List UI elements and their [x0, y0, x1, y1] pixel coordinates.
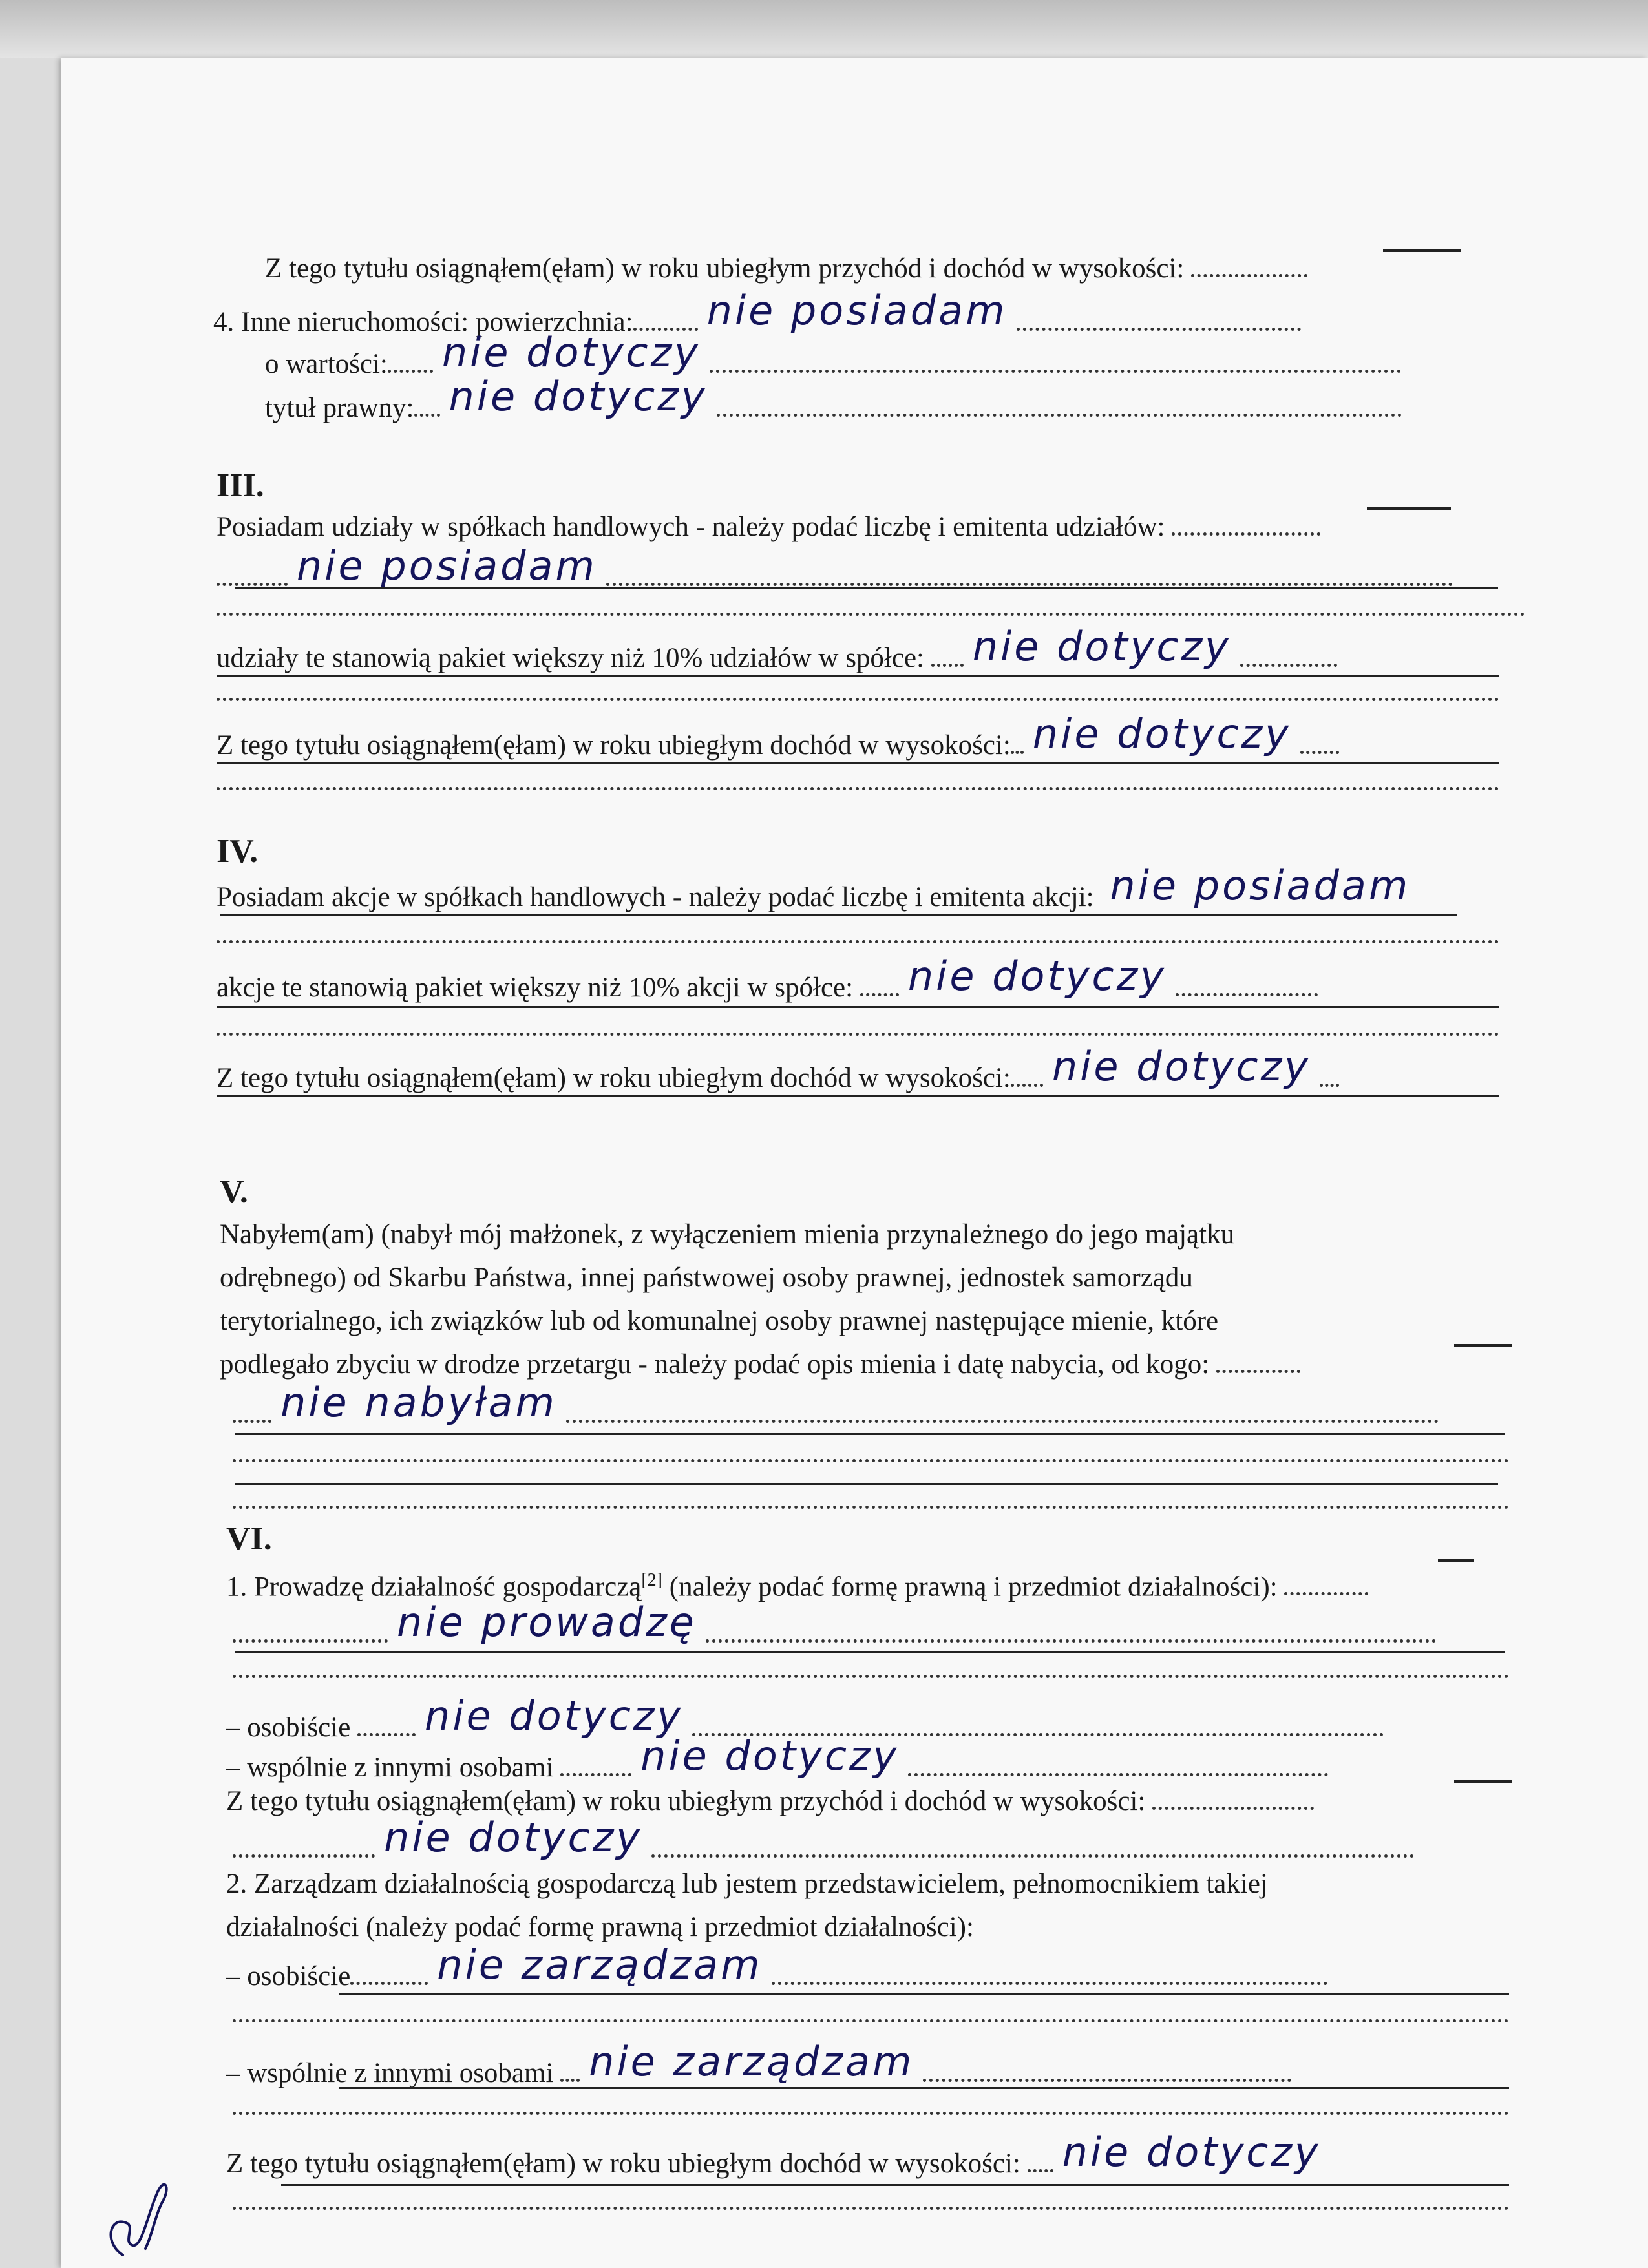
income4-row: Z tego tytułu osiągnąłem(ęłam) w roku ubiegłym dochód w wysokości: nie dotyczy — [217, 1056, 1339, 1095]
dotted-line — [233, 1675, 1509, 1678]
shares-value-row — [217, 542, 1453, 594]
footnote-ref: [2] — [641, 1570, 663, 1590]
income6a-row: Z tego tytułu osiągnąłem(ęłam) w roku ubiegłym przychód i dochód w wysokości: — [226, 1785, 1314, 1818]
income-line-top: Z tego tytułu osiągnąłem(ęłam) w roku ubiegłym przychód i dochód w wysokości: — [265, 252, 1307, 286]
package4-row: akcje te stanowią pakiet większy niż 10% akcji w spółce: nie dotyczy — [217, 966, 1318, 1005]
underline — [217, 1095, 1499, 1097]
section-5-heading: V. — [220, 1173, 248, 1210]
title-handwritten: nie dotyczy — [449, 373, 708, 420]
section5-line4: podlegało zbyciu w drodze przetargu - należy podać opis mienia i datę nabycia, od kogo: — [220, 1348, 1300, 1381]
dotted-line — [233, 2112, 1509, 2115]
section-6-heading: VI. — [226, 1520, 272, 1557]
section-3-heading: III. — [217, 467, 264, 504]
item4-row: 4. Inne nieruchomości: powierzchnia: nie posiadam — [213, 300, 1301, 339]
dotted-line — [217, 787, 1499, 790]
package3-row: udziały te stanowią pakiet większy niż 10% udziałów w spółce: nie dotyczy — [217, 636, 1337, 675]
dash-mark — [1454, 1344, 1512, 1347]
bleed-through — [565, 213, 575, 257]
section-4-heading: IV. — [217, 833, 259, 870]
dotted-line — [217, 1033, 1499, 1036]
income6a-handwritten: nie dotyczy — [384, 1814, 642, 1861]
package3-handwritten: nie dotyczy — [972, 623, 1231, 670]
dash-mark — [1367, 507, 1451, 510]
stocks-handwritten: nie posiadam — [1110, 862, 1411, 909]
joint-row: – wspólnie z innymi osobami nie dotyczy — [226, 1746, 1328, 1785]
shares-handwritten: nie posiadam — [297, 542, 597, 589]
item2-line1: 2. Zarządzam działalnością gospodarczą lub jestem przedstawicielem, pełnomocnikiem takiej — [226, 1869, 1268, 1899]
item1-row: 1. Prowadzę działalność gospodarczą[2] (należy podać formę prawną i przedmiot działalności): — [226, 1564, 1368, 1604]
income6a-value-row — [233, 1814, 1414, 1866]
section5-value-row — [233, 1379, 1439, 1431]
income6b-handwritten: nie dotyczy — [1062, 2128, 1321, 2176]
manage-joint-handwritten: nie zarządzam — [589, 2038, 914, 2085]
underline — [281, 2184, 1509, 2186]
item2-line2: działalności (należy podać formę prawną i przedmiot działalności): — [226, 1912, 974, 1942]
underline — [220, 914, 1457, 916]
dotted-line — [217, 698, 1499, 701]
package4-handwritten: nie dotyczy — [907, 952, 1167, 1000]
underline — [217, 762, 1499, 764]
underline — [217, 675, 1499, 677]
dotted-line — [233, 2019, 1509, 2022]
dotted-line — [217, 940, 1499, 943]
dash-mark — [1383, 249, 1461, 252]
value-row: o wartości: nie dotyczy — [265, 342, 1401, 381]
scan-edge — [0, 0, 1648, 58]
personal-row: – osobiście nie dotyczy — [226, 1706, 1384, 1745]
income4-handwritten: nie dotyczy — [1051, 1043, 1311, 1090]
underline — [235, 1483, 1498, 1485]
manage-personal-row: – osobiście nie zarządzam — [226, 1955, 1327, 1993]
manage-personal-handwritten: nie zarządzam — [437, 1941, 763, 1988]
section5-line2: odrębnego) od Skarbu Państwa, innej państwowej osoby prawnej, jednostek samorządu — [220, 1263, 1193, 1293]
section5-line3: terytorialnego, ich związków lub od komunalnej osoby prawnej następujące mienie, które — [220, 1306, 1219, 1336]
personal-handwritten: nie dotyczy — [425, 1692, 684, 1739]
underline — [235, 1433, 1505, 1435]
dotted-line — [233, 1459, 1509, 1462]
dotted-line — [233, 2207, 1509, 2210]
manage-joint-row: – wspólnie z innymi osobami nie zarządzam — [226, 2052, 1291, 2090]
value-handwritten: nie dotyczy — [441, 329, 701, 376]
section5-handwritten: nie nabyłam — [280, 1379, 557, 1426]
item1-handwritten: nie prowadzę — [397, 1599, 697, 1646]
dotted-line — [233, 1506, 1509, 1509]
joint-handwritten: nie dotyczy — [640, 1732, 900, 1780]
underline — [339, 2087, 1509, 2089]
stocks-row: Posiadam akcje w spółkach handlowych - należy podać liczbę i emitenta akcji: nie posiadam — [217, 876, 1419, 914]
dash-mark — [1438, 1559, 1474, 1562]
underline — [217, 1006, 1499, 1008]
section5-line1: Nabyłem(am) (nabył mój małżonek, z wyłączeniem mienia przynależnego do jego majątku — [220, 1219, 1235, 1250]
item1-value-row — [233, 1599, 1436, 1651]
signature-mark — [97, 2165, 181, 2262]
underline — [339, 1993, 1509, 1995]
income3-row: Z tego tytułu osiągnąłem(ęłam) w roku ubiegłym dochód w wysokości: nie dotyczy — [217, 724, 1339, 762]
title-row: tytuł prawny: nie dotyczy — [265, 386, 1402, 425]
underline — [235, 587, 1498, 589]
document-page — [61, 58, 1648, 2268]
shares-row: Posiadam udziały w spółkach handlowych - należy podać liczbę i emitenta udziałów: — [217, 510, 1320, 544]
underline — [235, 1651, 1505, 1653]
income3-handwritten: nie dotyczy — [1032, 710, 1291, 757]
dash-mark — [1454, 1780, 1512, 1783]
dotted-line — [217, 613, 1525, 616]
item4-handwritten: nie posiadam — [706, 287, 1008, 334]
income6b-row: Z tego tytułu osiągnąłem(ęłam) w roku ubiegłym dochód w wysokości: nie dotyczy — [226, 2142, 1330, 2181]
